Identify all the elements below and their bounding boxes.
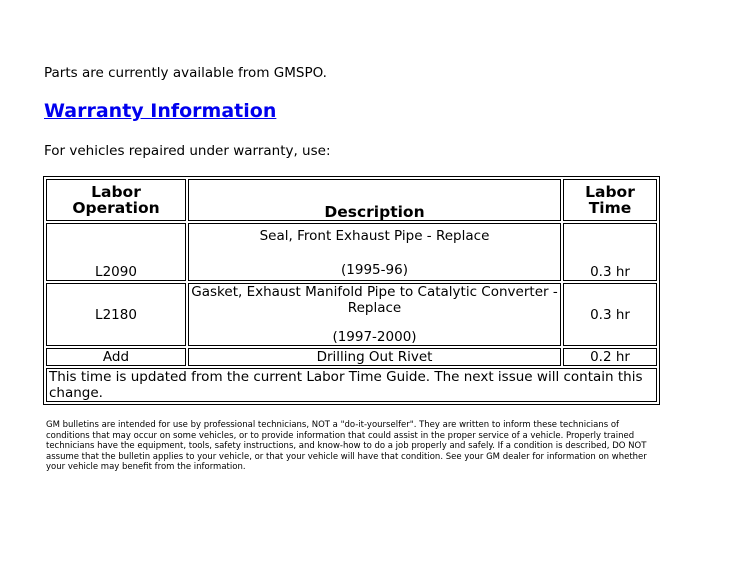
parts-availability-text: Parts are currently available from GMSPO. — [44, 65, 327, 81]
header-labor-operation: Labor Operation — [46, 179, 186, 221]
warranty-intro-text: For vehicles repaired under warranty, use: — [44, 143, 331, 159]
table-row — [46, 283, 657, 346]
table-header-row — [46, 179, 657, 221]
table-note: This time is updated from the current Labor Time Guide. The next issue will contain this change. — [46, 368, 657, 402]
row-time: 0.3 hr — [563, 283, 657, 346]
row-description: Drilling Out Rivet — [188, 348, 561, 366]
row-time: 0.3 hr — [563, 223, 657, 281]
header-labor-time: Labor Time — [563, 179, 657, 221]
row-description — [188, 283, 561, 346]
row-years-text: (1995-96) — [341, 262, 408, 278]
table-row — [46, 348, 657, 366]
row-operation: Add — [46, 348, 186, 366]
table-note-row — [46, 368, 657, 402]
row-time: 0.2 hr — [563, 348, 657, 366]
warranty-information-link[interactable]: Warranty Information — [44, 100, 277, 122]
row-description-text: Gasket, Exhaust Manifold Pipe to Catalytic Converter - Replace — [191, 284, 558, 316]
row-description — [188, 223, 561, 281]
row-years-text: (1997-2000) — [332, 329, 417, 345]
header-description: Description — [188, 179, 561, 221]
labor-table — [43, 176, 660, 405]
table-row — [46, 223, 657, 281]
row-description-text: Seal, Front Exhaust Pipe - Replace — [259, 228, 490, 244]
row-operation: L2090 — [46, 223, 186, 281]
disclaimer-text: GM bulletins are intended for use by professional technicians, NOT a "do-it-yourselfer". They are written to inform these technicians of conditions that may occur on some vehicles, or to provide information that could assist in the proper service of a vehicle. Properly trained technicians have the equipment, tools, safety instructions, and know-how to do a job properly and safely. If a condition is described, DO NOT assume that the bulletin applies to your vehicle, or that your vehicle will have that condition. See your GM dealer for information on whether your vehicle may benefit from the information. — [46, 420, 647, 472]
row-operation: L2180 — [46, 283, 186, 346]
